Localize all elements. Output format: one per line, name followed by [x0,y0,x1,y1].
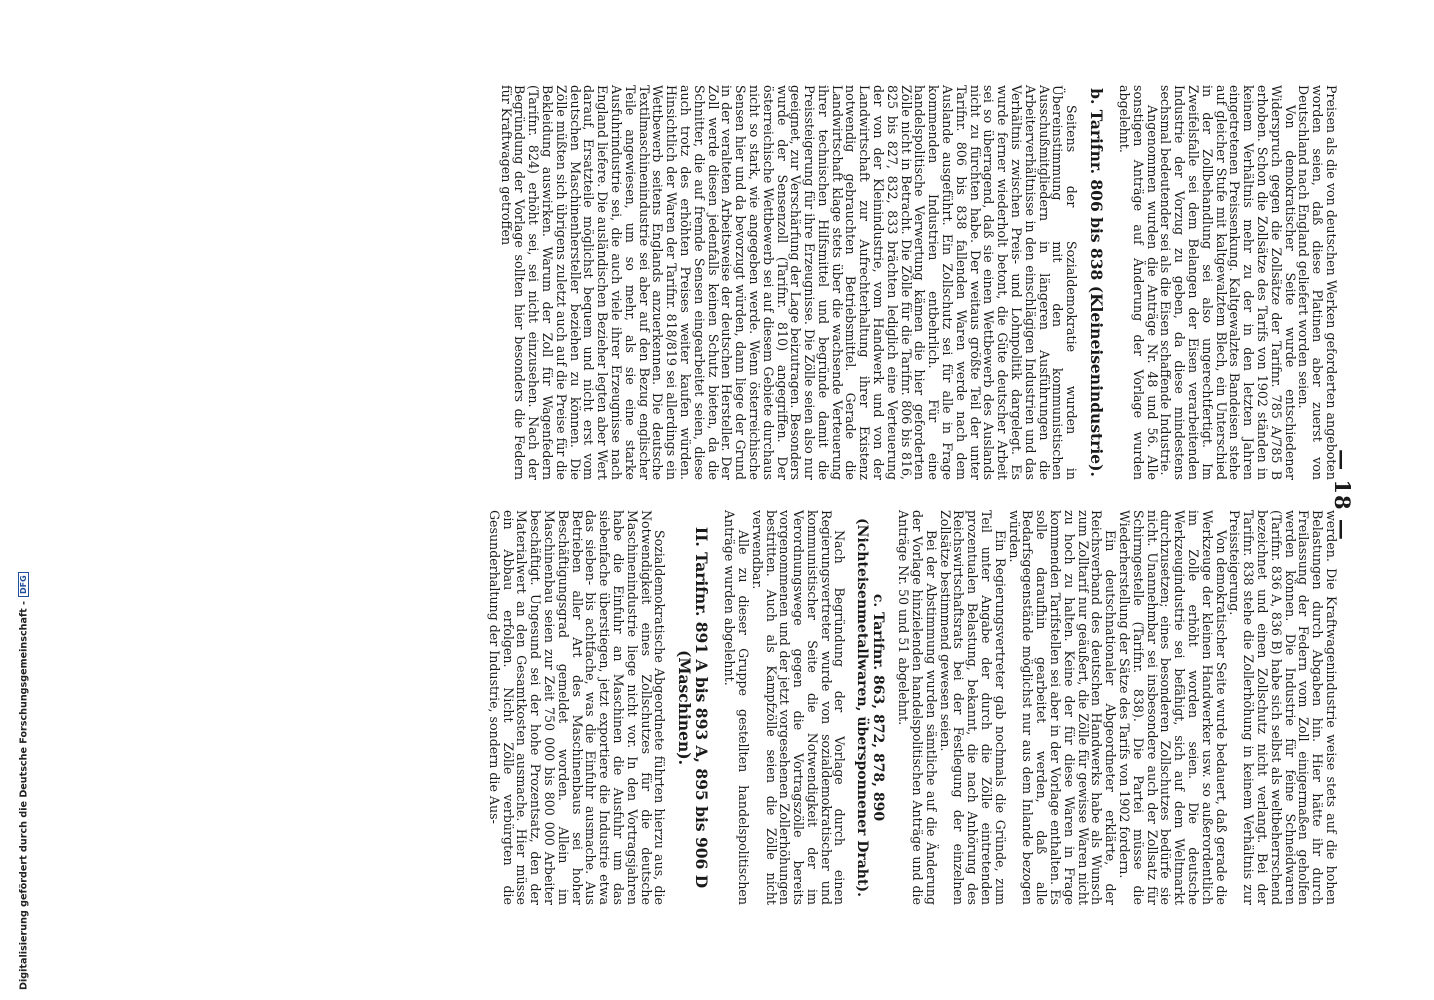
paragraph: Bei der Abstimmung wurden sämtliche auf die Änderung der Vorlage hinzielenden handelspolitischen Anträge und die Anträge Nr. 50 und 51 abgelehnt. [896,510,939,905]
section-heading-ii: II. Tarifnr. 891 A bis 893 A, 895 bis 906 D (Maschinen). [675,526,712,889]
left-text-column [499,85,1338,480]
credit-text: Digitalisierung gefördert durch die Deutsche Forschungsgemeinschaft - [18,600,30,990]
rotated-document-page [115,85,1355,905]
paragraph: Von demokratischer Seite wurde bedauert, daß gerade die Werkzeuge der kleinen Handwerker usw. so außerordentlich im Zolle erhöht worden seien. Die deutsche Werkzeugindustrie sei befähigt, sich auf dem Weltmarkt durchzusetzen; eines besonderen Zollschutzes bedürfe sie nicht. Unannehmbar sei insbesondere auch der Zollsatz für Schirmgestelle (Tarifnr. 838). Die Partei müsse die Wiederherstellung der Sätze des Tarifs von 1902 fordern. [1117,510,1229,905]
paragraph: Seitens der Sozialdemokratie wurden in Übereinstimmung mit den kommunistischen Ausschußmitgliedern in längeren Ausführungen die Arbeiterverhältnisse in den einschlägigen Industrien und das Verhältnis zwischen Preis- und Lohnpolitik dargelegt. Es wurde ferner wiederholt betont, die Güte deutscher Arbeit sei so überragend, daß sie einen Wettbewerb des Auslands nicht zu fürchten habe. Der weitaus größte Teil der unter Tarifnr. 806 bis 838 fallenden Waren werde nach dem Auslande ausgeführt. Ein Zollschutz sei für alle in Frage kommenden Industrien entbehrlich. Für eine handelspolitische Verwertung kämen die hier geforderten Zölle nicht in Betracht. Die Zölle für die Tarifnr. 806 bis 816, 825 bis 827, 832, 833 brächten lediglich eine Verteuerung der von der Kleinindustrie, vom Handwerk und von der Landwirtschaft zur Aufrechterhaltung ihrer Existenz notwendig gebrauchten Betriebsmittel. Gerade die Landwirtschaft klage stets über die wachsende Verteuerung ihrer technischen Hilfsmittel und begründe damit die Preissteigerung für ihre Erzeugnisse. Die Zölle seien also nur geeignet, zur Verschärfung der Lage beizutragen. Besonders wurde der Sensenzoll (Tarifnr. 810) angegriffen. Der österreichische Wettbewerb sei auf diesem Gebiete durchaus nicht so stark, wie angegeben werde. Wenn österreichische Sensen hier und da bevorzugt würden, dann liege der Grund in der veralteten Arbeitsweise der deutschen Hersteller. Der Zoll werde diesen jedenfalls keinen Schutz bieten, da die Schnitter, die auf fremde Sensen eingearbeitet seien, diese auch trotz des erhöhten Preises weiter kaufen würden. Hinsichtlich der Waren der Tarifnr. 818/819 sei allerdings ein Wettbewerb seitens Englands anzuerkennen. Die deutsche Textilmaschinenindustrie sei aber auf den Bezug englischer Teile angewiesen, um so mehr, als sie eine starke Ausfuhrindustrie sei, die auch viele ihrer Erzeugnisse nach England liefere. Die ausländischen Bezieher legten aber Wert darauf, Ersatzteile möglichst bequem und nicht erst vom deutschen Maschinenhersteller beziehen zu können. Die Zölle müßten sich übrigens zuletzt auch auf die Preise für die Bekleidung auswirken. Warum der Zoll für Wagenfedern (Tarifnr. 824) erhöht sei, sei nicht einzusehen. Nach der Begründung der Vorlage sollten hier besonders die Federn für Kraftwagen getroffen [498,85,1080,480]
paragraph: Ein deutschnationaler Abgeordneter erklärte, der Reichsverband des deutschen Handwerks habe als Wunsch zum Zolltarif nur geäußert, die Zölle für gewisse Waren nicht zu hoch zu halten. Keine der für diese Waren in Frage kommenden Tarifstellen sei aber in der Vorlage enthalten. Es solle daraufhin gearbeitet werden, daß alle Bedarfsgegenstände möglichst nur aus dem Inlande bezogen würden. [1006,510,1119,905]
section-heading-c: c. Tarifnr. 863, 872, 878, 890 (Nichteisenmetallwaren, übersponnener Draht). [854,518,887,897]
paragraph: Von demokratischer Seite wurde entschiedener Widerspruch gegen die Zollsätze der Tarifnr. 785 A/785 B erhoben. Schon die Zollsätze des Tarifs von 1902 ständen in keinem Verhältnis mehr zu der in den letzten Jahren eingetretenen Preissenkung. Kaltgewalztes Bandeisen stehe auf gleicher Stufe mit kaltgewalztem Blech, ein Unterschied in der Zollbehandlung sei also ungerechtfertigt. Im Zweifelsfalle sei dem Belangen der Eisen verarbeitenden Industrie der Vorzug zu geben, da diese mindestens sechsmal bedeutender sei als die Eisen schaffende Industrie. [1158,85,1298,480]
paragraph: Ein Regierungsvertreter gab nochmals die Gründe, zum Teil unter Angabe der durch die Zölle eintretenden prozentualen Belastung, bekannt, die nach Anhörung des Reichswirtschaftsrats bei der Festlegung der einzelnen Zollsätze bestimmend gewesen seien. [937,510,1008,905]
digitization-credit [18,572,30,990]
paragraph: Angenommen wurden die Anträge Nr. 48 und 56. Alle sonstigen Anträge auf Änderung der Vorlage wurden abgelehnt. [1117,85,1160,480]
page-number: — 18 — [1330,449,1355,541]
paragraph: Alle zu dieser Gruppe gestellten handelspolitischen Anträge wurden abgelehnt. [722,510,751,905]
paragraph: Nach Begründung der Vorlage durch einen Regierungsvertreter wurde von sozialdemokratischer und kommunistischer Seite die Notwendigkeit der im Verordnungswege gegen die Vortragszölle bereits vorgenommenen und der jetzt vorgesehenen Zollerhöhungen bestritten. Auch als Kampfzölle seien die Zölle nicht verwendbar. [749,510,848,905]
section-heading-b: b. Tarifnr. 806 bis 838 (Kleineisenindustrie). [1087,88,1107,477]
paragraph: Sozialdemokratische Abgeordnete führten hierzu aus, die Notwendigkeit eines Zollschutzes für die deutsche Maschinenindustrie liege nicht vor. In den Vortragsjahren habe die Einfuhr an Maschinen die Ausfuhr um das siebenfache überstiegen, jetzt exportiere die Industrie etwa das sieben- bis achtfache, was die Einfuhr ausmache. Aus Betrieben aller Art des Maschinenbaus sei hoher Beschäftigungsgrad gemeldet worden. Allein im Maschinenbau seien zur Zeit 750 000 bis 800 000 Arbeiter beschäftigt. Ungesund sei der hohe Prozentsatz, den der Materialwert an den Gesamtkosten ausmache. Hier müsse ein Abbau erfolgen. Nicht Zölle verbürgten die Gesunderhaltung der Industrie, sondern die Aus- [486,510,668,905]
paragraph: Preisen als die von deutschen Werken geforderten angeboten worden seien, daß diese Platinen aber zuerst von Deutschland nach England geliefert worden seien. [1296,85,1339,480]
paragraph: werden. Die Kraftwagenindustrie weise stets auf die hohen Belastungen durch Abgaben hin. Hier hätte ihr durch Freilassung der Federn vom Zoll einigermaßen geholfen werden können. Die Industrie für feine Schneidwaren (Tarifnr. 836 A, 836 B) habe sich selbst als weltbeherrschend bezeichnet und einen Zollschutz nicht verlangt. Bei der Tarifnr. 838 stehe die Zollerhöhung in keinem Verhältnis zur Preissteigerung. [1227,510,1339,905]
right-text-column [487,510,1338,905]
dfg-logo-icon: DFG [18,572,29,597]
